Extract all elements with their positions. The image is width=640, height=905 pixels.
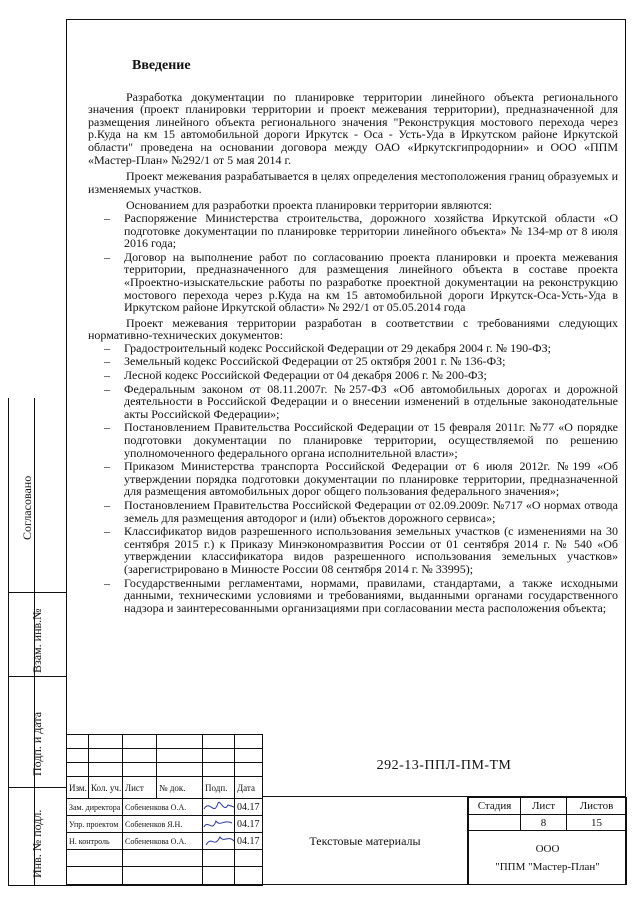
norms-intro: Проект межевания территории разработан в соответствии с требованиями следующих нормативно-технических документов: (88, 315, 618, 343)
sheets-label: Листов (567, 798, 627, 815)
section-title: Введение (132, 58, 191, 73)
revision-header-row (67, 777, 263, 799)
organization-cell (469, 831, 627, 886)
inv-podl-label: Инв. № подл. (30, 809, 44, 878)
sheets-value: 15 (567, 815, 627, 831)
agreed-label: Согласовано (20, 475, 34, 540)
side-divider (8, 676, 66, 677)
side-col-line (8, 398, 9, 885)
basis-intro: Основанием для разработки проекта планировки территории являются: (126, 198, 493, 213)
header-cell: Лист (123, 777, 157, 799)
date-cell: 04.17 (235, 816, 263, 833)
title-block (66, 734, 626, 885)
sheet-value: 8 (521, 815, 567, 831)
sign-date-label: Подп. и дата (30, 711, 44, 776)
header-cell: Дата (235, 777, 263, 799)
org-line: ООО (535, 843, 560, 855)
document-body (88, 60, 618, 617)
list-item: – Классификатор видов разрешенного использования земельных участков (с изменениями на 30 сентября 2015 г.) к Приказу Минэкономразвития России от 01 сентября 2014 г. № 540 «Об утверждении классификатора видов разрешенного использования земельных участков» (зарегистрировано в Минюсте России 08 сентября 2014 г. № 33995); (88, 525, 618, 575)
side-divider (8, 592, 66, 593)
role-cell: Упр. проектом (67, 816, 123, 833)
header-cell: Кол. уч. (89, 777, 123, 799)
inv-vzam-label: Взам. инв.№ (30, 608, 44, 673)
header-cell: Изм. (67, 777, 89, 799)
header-cell: Подп. (203, 777, 235, 799)
header-cell: № док. (157, 777, 203, 799)
list-item: – Постановлением Правительства Российской Федерации от 02.09.2009г. №717 «О нормах отвода земель для размещения автодорог и (или) объектов дорожного сервиса»; (88, 499, 618, 524)
list-item: – Федеральным законом от 08.11.2007г. №257-ФЗ «Об автомобильных дорогах и дорожной деятельности в Российской Федерации и о внесении изменений в отдельные законодательные акты Российской Федерации»; (88, 383, 618, 421)
side-divider (8, 885, 66, 886)
list-item: – Градостроительный кодекс Российской Федерации от 29 декабря 2004 г. № 190-ФЗ; (88, 342, 618, 355)
name-cell: Собененкова О.А. (123, 833, 203, 850)
norms-list (88, 342, 618, 614)
intro-paragraph: Разработка документации по планировке территории линейного объекта регионального значения (проект планировки территории и проект межевания территории), предназначенной для размещения линейного объекта регионального значения "Реконструкция мостового перехода через р.Куда на км 15 автомобильной дороги Иркутск - Оса - Усть-Уда в Иркутском районе Иркутской области" проведена на основании договора между ОАО «Иркутскгипродорнии» и ООО «ППМ «Мастер-План» №292/1 от 5 мая 2014 г. (88, 89, 618, 167)
stage-value (469, 815, 521, 831)
list-item: – Постановлением Правительства Российской Федерации от 15 февраля 2011г. №77 «О порядке подготовки документации по планировке территории, осуществляемой по решению уполномоченного федерального органа исполнительной власти»; (88, 421, 618, 459)
list-item: – Земельный кодекс Российской Федерации от 25 октября 2001 г. № 136-ФЗ; (88, 355, 618, 368)
date-cell: 04.17 (235, 799, 263, 816)
list-item: – Распоряжение Министерства строительства, дорожного хозяйства Иркутской области «О подготовке документации по планировке территории линейного объекта» № 134-мр от 8 июля 2016 года; (88, 212, 618, 250)
side-divider (8, 787, 66, 788)
list-item: – Лесной кодекс Российской Федерации от 04 декабря 2006 г. № 200-ФЗ; (88, 369, 618, 382)
sheet-info-table (468, 797, 627, 885)
list-item: – Приказом Министерства транспорта Российской Федерации от 6 июля 2012г. №199 «Об утверждении порядка подготовки документации по планировке территории, предназначенной для размещения автомобильных дорог общего пользования федерального значения»; (88, 460, 618, 498)
org-line: "ППМ "Мастер-План" (495, 861, 600, 873)
name-cell: Собененков Я.Н. (123, 816, 203, 833)
list-item: – Государственными регламентами, нормами, правилами, стандартами, а также исходными данными, техническими условиями и требованиями, выданными органами государственного надзора и заинтересованными организациями при согласовании места расположения объекта; (88, 577, 618, 615)
stage-label: Стадия (469, 798, 521, 815)
basis-list (88, 212, 618, 314)
signature-icon (202, 797, 236, 851)
date-cell: 04.17 (235, 833, 263, 850)
doc-title: Текстовые материалы (262, 797, 468, 885)
name-cell: Собененкова О.А. (123, 799, 203, 816)
sheet-label: Лист (521, 798, 567, 815)
list-item: – Договор на выполнение работ по согласованию проекта планировки и проекта межевания территории, предназначенного для размещения линейного объекта в составе проекта «Проектно-изыскательские работы по разработке проектной документации на реконструкцию мостового перехода через р.Куда на км 15 автомобильной дороги Иркутск-Оса-Усть-Уда в Иркутском районе Иркутской области» № 292/1 от 05.05.2014 года (88, 251, 618, 314)
role-cell: Зам. директора (67, 799, 123, 816)
role-cell: Н. контроль (67, 833, 123, 850)
purpose-paragraph: Проект межевания разрабатывается в целях определения местоположения границ образуемых и изменяемых участков. (88, 169, 618, 196)
doc-number: 292-13-ППЛ-ПМ-ТМ (376, 757, 512, 773)
